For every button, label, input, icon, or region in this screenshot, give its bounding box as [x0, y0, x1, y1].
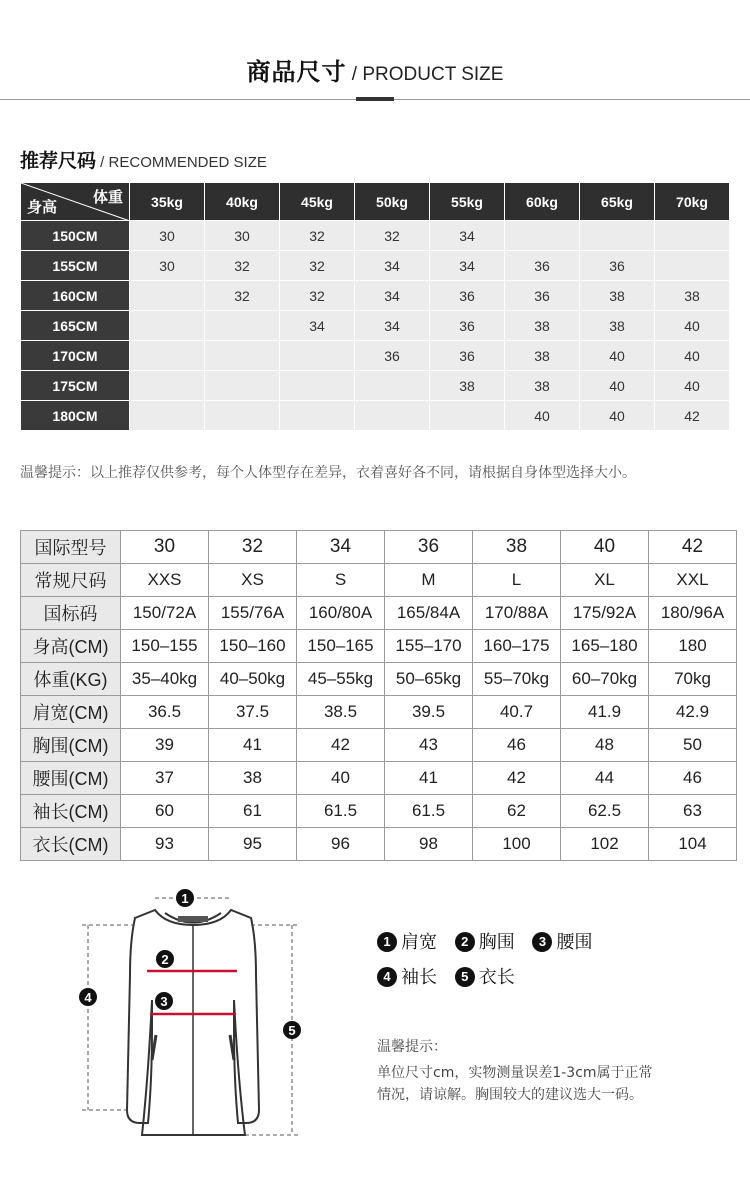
recommend-cell: 38	[505, 311, 580, 341]
size-cell: 150–155	[121, 630, 209, 663]
size-cell: 35–40kg	[121, 663, 209, 696]
recommend-cell: 36	[430, 311, 505, 341]
recommend-cell: 32	[205, 281, 280, 311]
size-row	[21, 630, 737, 663]
svg-text:5: 5	[288, 1023, 296, 1038]
recommend-row	[21, 281, 730, 311]
size-cell: 96	[297, 828, 385, 861]
recommend-cell: 40	[580, 401, 655, 431]
legend-number: 4	[377, 967, 397, 987]
size-cell: 39	[121, 729, 209, 762]
size-cell: 150/72A	[121, 597, 209, 630]
size-cell: 61	[209, 795, 297, 828]
weight-header: 50kg	[355, 183, 430, 221]
size-cell: 38	[209, 762, 297, 795]
legend-item-shoulder	[377, 925, 437, 960]
corner-cell	[21, 183, 130, 221]
size-cell: 38	[473, 531, 561, 564]
page-header	[0, 52, 750, 87]
legend-row-1	[377, 925, 604, 960]
recommend-cell: 36	[505, 281, 580, 311]
size-row-label: 衣长(CM)	[21, 828, 121, 861]
recommend-row	[21, 401, 730, 431]
size-cell: 42	[473, 762, 561, 795]
tips-line-1: 单位尺寸cm，实物测量误差1-3cm属于正常	[377, 1065, 653, 1081]
recommend-cell	[655, 221, 730, 251]
size-cell: 180/96A	[649, 597, 737, 630]
recommend-cell	[130, 311, 205, 341]
size-row	[21, 663, 737, 696]
height-header: 170CM	[21, 341, 130, 371]
recommend-cell: 36	[430, 281, 505, 311]
recommend-cell	[280, 401, 355, 431]
size-cell: XXS	[121, 564, 209, 597]
recommend-cell: 34	[355, 251, 430, 281]
recommend-cell: 40	[655, 341, 730, 371]
size-cell: 61.5	[297, 795, 385, 828]
recommend-header-row	[21, 183, 730, 221]
legend-row-2	[377, 960, 604, 995]
recommend-cell	[355, 371, 430, 401]
recommend-cell: 38	[505, 341, 580, 371]
header-accent-bar	[356, 97, 394, 101]
size-cell: 45–55kg	[297, 663, 385, 696]
recommend-cell: 32	[280, 281, 355, 311]
legend-item-sleeve	[377, 960, 437, 995]
size-cell: 95	[209, 828, 297, 861]
legend-number: 3	[532, 932, 552, 952]
recommend-row	[21, 371, 730, 401]
size-row	[21, 729, 737, 762]
recommend-cell	[580, 221, 655, 251]
weight-header: 60kg	[505, 183, 580, 221]
size-cell: S	[297, 564, 385, 597]
size-cell: 70kg	[649, 663, 737, 696]
size-cell: 155/76A	[209, 597, 297, 630]
size-row-label: 腰围(CM)	[21, 762, 121, 795]
marker-2	[156, 950, 174, 968]
recommend-cell: 38	[655, 281, 730, 311]
recommend-cell: 42	[655, 401, 730, 431]
recommend-cell: 32	[280, 221, 355, 251]
size-cell: XS	[209, 564, 297, 597]
size-cell: 61.5	[385, 795, 473, 828]
size-cell: 42	[297, 729, 385, 762]
recommend-cell: 34	[430, 221, 505, 251]
weight-header: 70kg	[655, 183, 730, 221]
size-row-label: 肩宽(CM)	[21, 696, 121, 729]
recommend-cell	[355, 401, 430, 431]
size-cell: 38.5	[297, 696, 385, 729]
tips-line-2: 情况，请谅解。胸围较大的建议选大一码。	[377, 1087, 643, 1103]
recommend-cell: 34	[280, 311, 355, 341]
page-title-en: / PRODUCT SIZE	[346, 64, 504, 85]
size-cell: 43	[385, 729, 473, 762]
size-row	[21, 696, 737, 729]
size-cell: 62.5	[561, 795, 649, 828]
legend-item-chest	[455, 925, 515, 960]
recommend-cell	[205, 371, 280, 401]
size-cell: M	[385, 564, 473, 597]
recommend-cell	[130, 281, 205, 311]
corner-height-label: 身高	[27, 199, 58, 216]
height-header: 165CM	[21, 311, 130, 341]
size-cell: 32	[209, 531, 297, 564]
recommend-cell: 32	[280, 251, 355, 281]
size-row	[21, 762, 737, 795]
recommend-table	[20, 182, 730, 431]
size-row	[21, 795, 737, 828]
size-cell: 37.5	[209, 696, 297, 729]
size-cell: 44	[561, 762, 649, 795]
corner-weight-label: 体重	[92, 189, 123, 206]
height-header: 150CM	[21, 221, 130, 251]
size-cell: 150–160	[209, 630, 297, 663]
recommend-cell	[205, 341, 280, 371]
tips-title: 温馨提示：	[377, 1039, 447, 1055]
size-cell: 60	[121, 795, 209, 828]
size-cell: 150–165	[297, 630, 385, 663]
size-row-label: 国际型号	[21, 531, 121, 564]
size-cell: L	[473, 564, 561, 597]
recommend-cell: 30	[205, 221, 280, 251]
size-cell: 48	[561, 729, 649, 762]
size-cell: 50	[649, 729, 737, 762]
recommend-heading	[20, 146, 267, 173]
size-cell: 36	[385, 531, 473, 564]
size-row	[21, 531, 737, 564]
size-cell: 40–50kg	[209, 663, 297, 696]
marker-4	[79, 988, 97, 1006]
recommend-cell: 32	[355, 221, 430, 251]
recommend-cell: 34	[355, 311, 430, 341]
tips-body	[377, 1062, 697, 1106]
size-cell: 37	[121, 762, 209, 795]
size-cell: 100	[473, 828, 561, 861]
recommend-row	[21, 251, 730, 281]
legend-label: 肩宽	[401, 932, 437, 953]
size-table	[20, 530, 737, 861]
recommend-cell: 38	[505, 371, 580, 401]
size-cell: 155–170	[385, 630, 473, 663]
size-cell: 39.5	[385, 696, 473, 729]
recommend-cell: 36	[505, 251, 580, 281]
legend-number: 5	[455, 967, 475, 987]
size-cell: 46	[649, 762, 737, 795]
marker-3	[155, 992, 173, 1010]
legend-item-waist	[532, 925, 592, 960]
marker-5	[283, 1021, 301, 1039]
size-cell: 60–70kg	[561, 663, 649, 696]
garment-diagram	[60, 880, 340, 1150]
recommend-cell: 38	[580, 281, 655, 311]
recommend-cell	[430, 401, 505, 431]
recommend-cell: 40	[655, 311, 730, 341]
size-row	[21, 828, 737, 861]
size-row-label: 胸围(CM)	[21, 729, 121, 762]
size-cell: 55–70kg	[473, 663, 561, 696]
size-cell: 36.5	[121, 696, 209, 729]
recommend-cell	[130, 401, 205, 431]
recommend-row	[21, 341, 730, 371]
recommend-cell: 40	[580, 371, 655, 401]
recommend-cell: 38	[580, 311, 655, 341]
size-row-label: 常规尺码	[21, 564, 121, 597]
size-cell: 63	[649, 795, 737, 828]
recommend-cell: 34	[355, 281, 430, 311]
recommend-cell: 40	[505, 401, 580, 431]
size-cell: 30	[121, 531, 209, 564]
recommend-cell	[280, 371, 355, 401]
recommend-cell: 36	[580, 251, 655, 281]
recommend-cell: 36	[355, 341, 430, 371]
recommend-cell: 32	[205, 251, 280, 281]
size-row-label: 身高(CM)	[21, 630, 121, 663]
size-cell: 104	[649, 828, 737, 861]
size-cell: 160/80A	[297, 597, 385, 630]
recommend-cell: 40	[580, 341, 655, 371]
size-cell: 165–180	[561, 630, 649, 663]
svg-text:2: 2	[161, 952, 169, 967]
size-cell: 46	[473, 729, 561, 762]
coat-illustration	[60, 880, 340, 1150]
size-cell: 180	[649, 630, 737, 663]
legend-label: 腰围	[556, 932, 593, 953]
recommend-cell	[130, 341, 205, 371]
height-header: 160CM	[21, 281, 130, 311]
marker-1	[176, 889, 194, 907]
size-row	[21, 597, 737, 630]
recommend-row	[21, 311, 730, 341]
svg-text:3: 3	[160, 994, 168, 1009]
weight-header: 40kg	[205, 183, 280, 221]
size-row-label: 国标码	[21, 597, 121, 630]
height-header: 180CM	[21, 401, 130, 431]
recommend-cell	[280, 341, 355, 371]
size-cell: 40.7	[473, 696, 561, 729]
recommend-cell	[205, 311, 280, 341]
recommend-cell: 30	[130, 221, 205, 251]
size-cell: 62	[473, 795, 561, 828]
size-cell: 175/92A	[561, 597, 649, 630]
recommend-cell: 40	[655, 371, 730, 401]
size-cell: 160–175	[473, 630, 561, 663]
recommend-row	[21, 221, 730, 251]
legend-label: 胸围	[478, 932, 515, 953]
svg-text:1: 1	[181, 891, 189, 906]
size-cell: 40	[561, 531, 649, 564]
size-cell: 40	[297, 762, 385, 795]
size-cell: 102	[561, 828, 649, 861]
size-cell: 98	[385, 828, 473, 861]
size-cell: 50–65kg	[385, 663, 473, 696]
size-cell: 42	[649, 531, 737, 564]
weight-header: 65kg	[580, 183, 655, 221]
recommend-cell: 38	[430, 371, 505, 401]
size-cell: XXL	[649, 564, 737, 597]
page-title-cn: 商品尺寸	[246, 58, 347, 86]
recommend-cell	[205, 401, 280, 431]
size-cell: 41	[209, 729, 297, 762]
svg-text:4: 4	[84, 990, 92, 1005]
measurement-legend	[377, 925, 604, 995]
size-row	[21, 564, 737, 597]
legend-number: 1	[377, 932, 397, 952]
size-cell: 41.9	[561, 696, 649, 729]
size-cell: 165/84A	[385, 597, 473, 630]
recommend-cell: 36	[430, 341, 505, 371]
weight-header: 45kg	[280, 183, 355, 221]
recommend-cell	[505, 221, 580, 251]
weight-header: 55kg	[430, 183, 505, 221]
recommend-title-cn: 推荐尺码	[20, 150, 97, 172]
recommend-cell	[130, 371, 205, 401]
size-cell: 41	[385, 762, 473, 795]
recommend-cell: 30	[130, 251, 205, 281]
weight-header: 35kg	[130, 183, 205, 221]
legend-item-length	[455, 960, 515, 995]
height-header: 175CM	[21, 371, 130, 401]
size-cell: 34	[297, 531, 385, 564]
size-cell: 42.9	[649, 696, 737, 729]
height-header: 155CM	[21, 251, 130, 281]
size-row-label: 袖长(CM)	[21, 795, 121, 828]
recommend-cell: 34	[430, 251, 505, 281]
recommend-title-en: / RECOMMENDED SIZE	[96, 154, 267, 171]
size-row-label: 体重(KG)	[21, 663, 121, 696]
legend-label: 衣长	[478, 967, 515, 988]
legend-number: 2	[455, 932, 475, 952]
recommend-cell	[655, 251, 730, 281]
legend-label: 袖长	[401, 967, 437, 988]
size-cell: 170/88A	[473, 597, 561, 630]
size-cell: XL	[561, 564, 649, 597]
size-cell: 93	[121, 828, 209, 861]
recommend-note: 温馨提示：以上推荐仅供参考，每个人体型存在差异，衣着喜好各不同，请根据自身体型选择大小。	[20, 465, 636, 481]
neck-label	[178, 916, 208, 922]
